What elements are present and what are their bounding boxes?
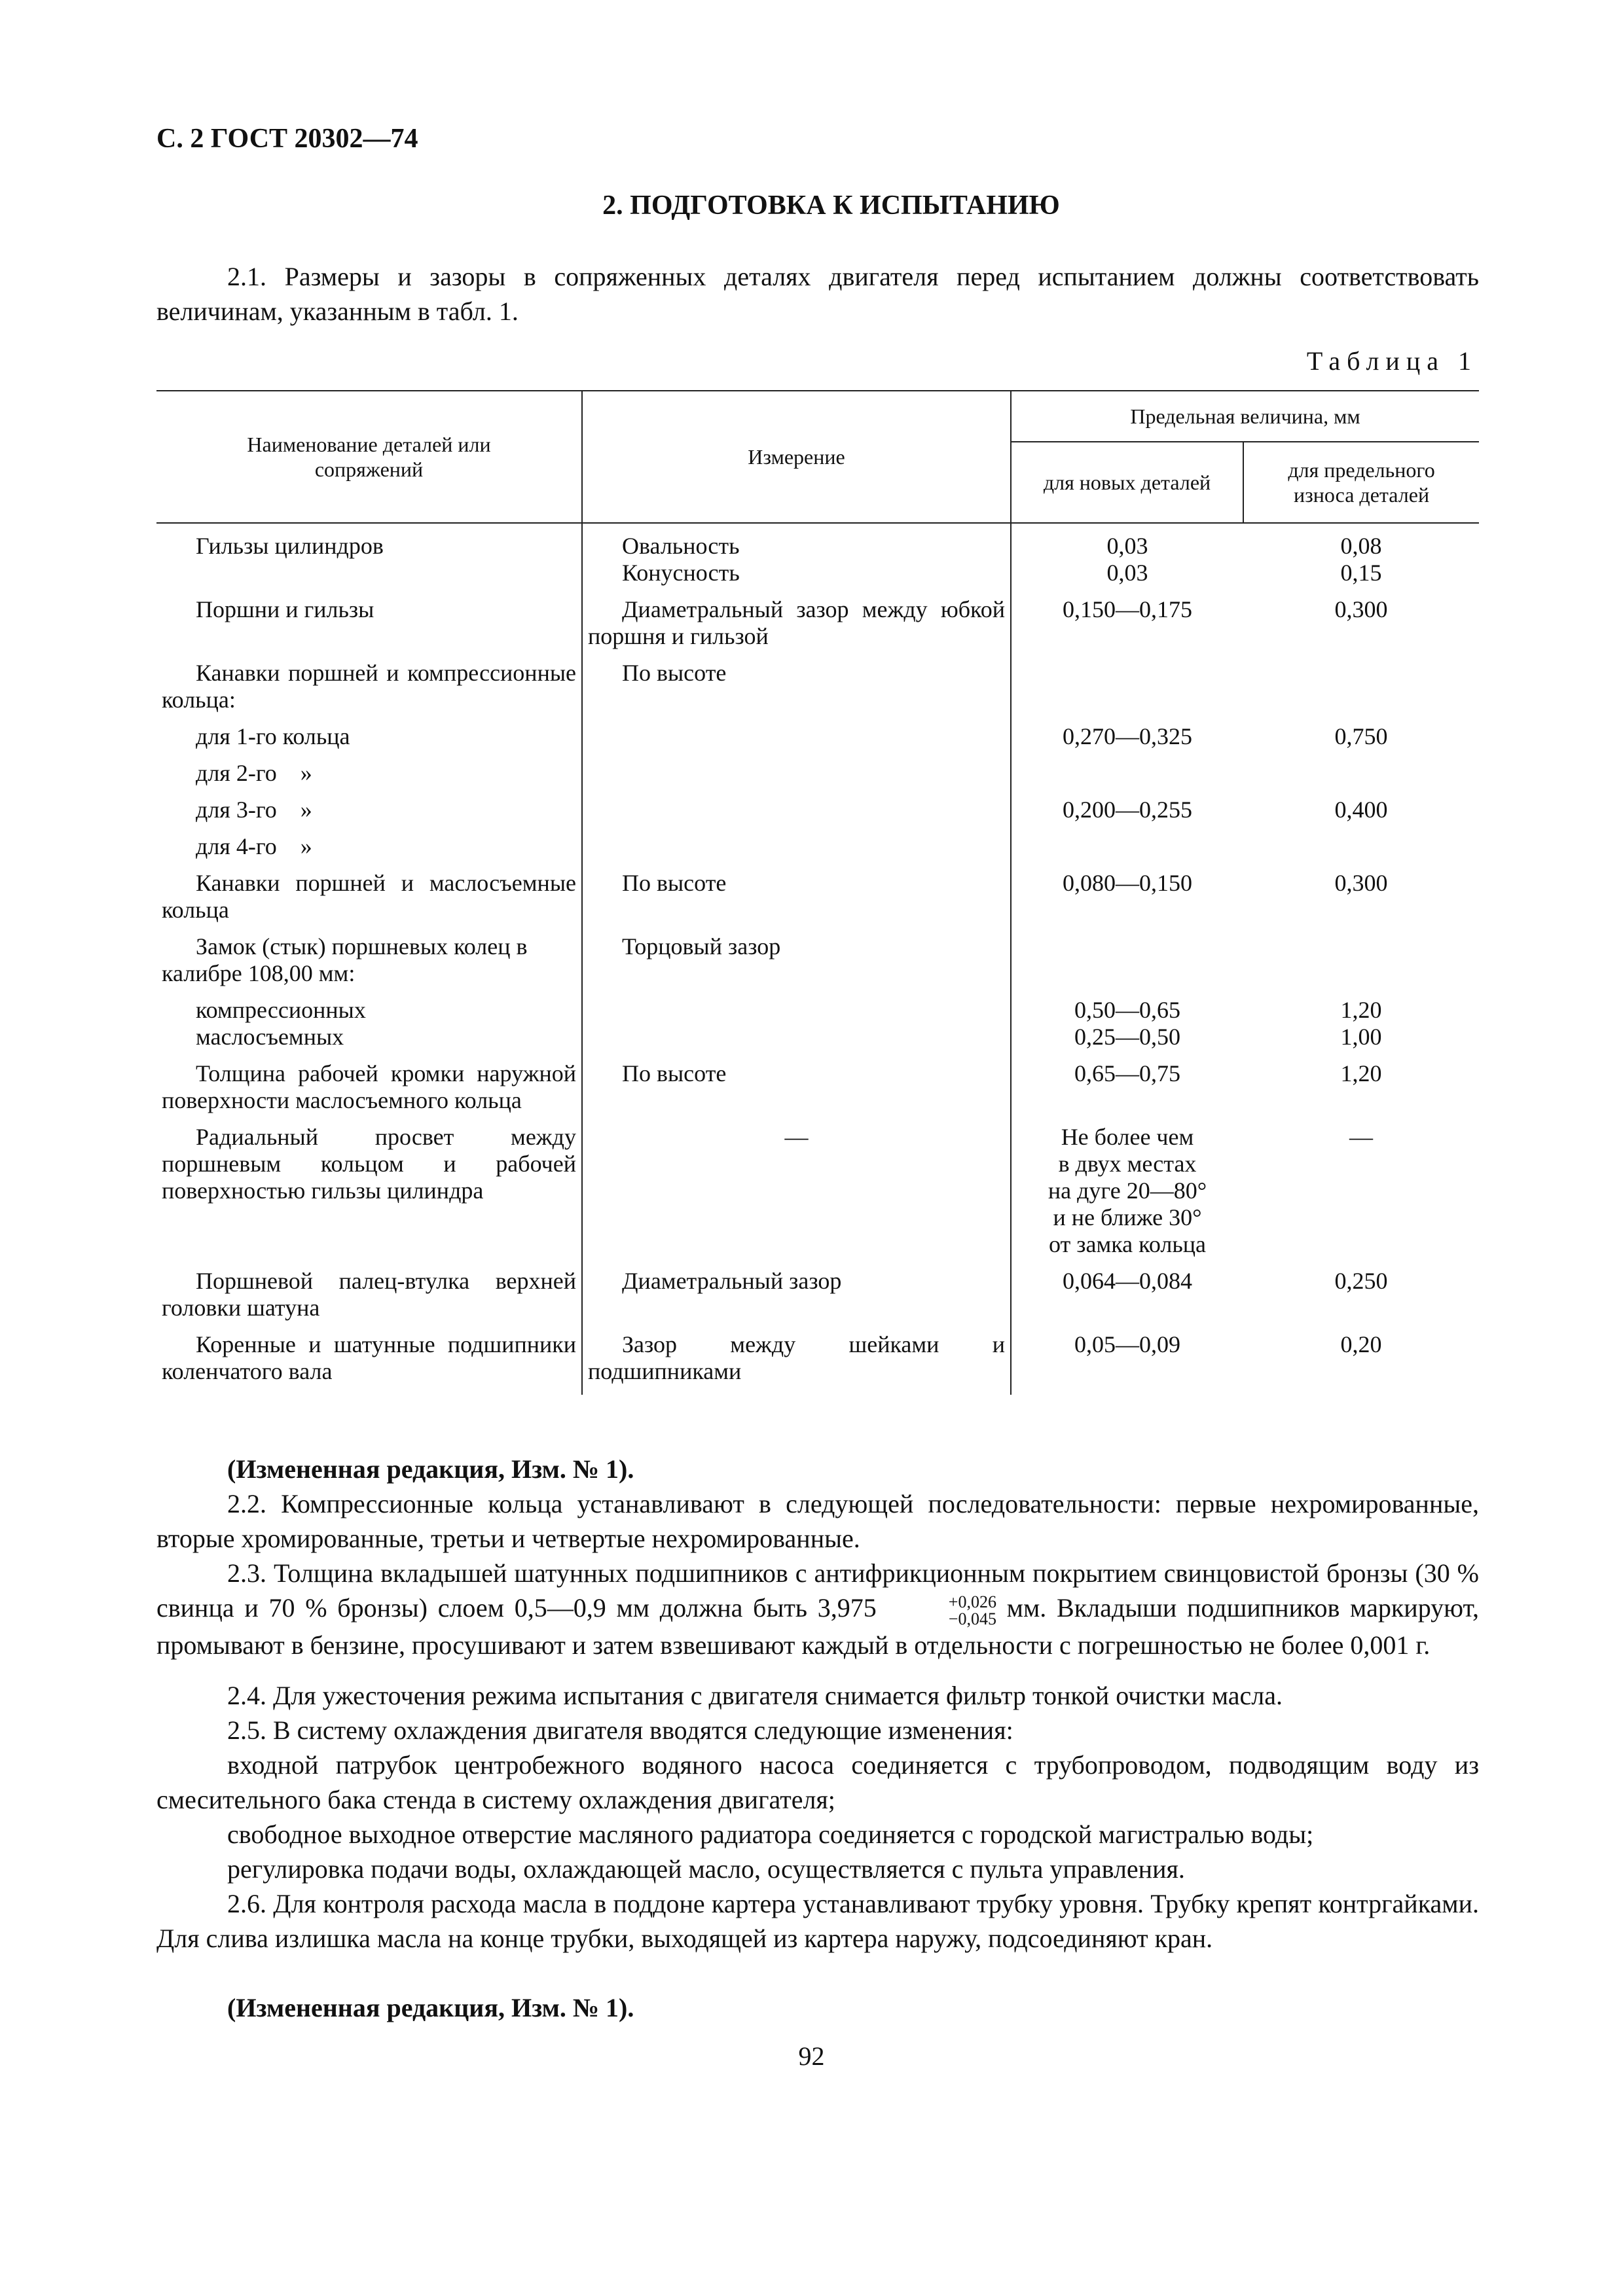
amendment-note-1: (Измененная редакция, Изм. № 1). (227, 1454, 634, 1484)
cell-new (1011, 660, 1243, 723)
cell-new: 0,200—0,255 (1011, 797, 1243, 833)
cell-name: для 3-го » (196, 797, 312, 823)
cell-new: и не ближе 30° (1053, 1204, 1202, 1230)
cell-name: Поршневой палец-втулка верхней головки шатуна (162, 1268, 576, 1321)
cell-measure (582, 723, 1011, 760)
table-row (156, 523, 1479, 596)
page-number: 92 (798, 2041, 825, 2071)
paragraph-2-1: 2.1. Размеры и зазоры в сопряженных деталях двигателя перед испытанием должны соответствовать величинам, указанным в табл. 1. (156, 262, 1479, 326)
cell-measure: — (582, 1124, 1011, 1268)
cell-wear: 0,750 (1334, 723, 1388, 749)
cell-name: для 4-го » (196, 833, 312, 859)
cell-name: Коренные и шатунные подшипники коленчатого вала (162, 1331, 576, 1384)
paragraph-2-6: 2.6. Для контроля расхода масла в поддоне картера устанавливают трубку уровня. Трубку крепят контргайками. Для слива излишка масла на конце трубки, выходящей из картера наружу, подсоединяют кран. (156, 1889, 1479, 1953)
table-row (156, 596, 1479, 660)
cell-name: Гильзы цилиндров (196, 533, 384, 559)
paragraph-2-3-text-cont: мм. Вкладыши подшипников маркируют, промывают в бензине, просушивают и затем взвешивают каждый в отдельности с погрешностью не более 0,001 г. (156, 1593, 1479, 1660)
cell-measure: По высоте (622, 660, 727, 686)
cell-new (1011, 760, 1243, 797)
cell-measure: Диаметральный зазор (622, 1268, 842, 1294)
cell-wear: — (1349, 1124, 1373, 1150)
cell-new: 0,064—0,084 (1011, 1268, 1243, 1331)
paragraph-2-4: 2.4. Для ужесточения режима испытания с двигателя снимается фильтр тонкой очистки масла. (227, 1681, 1283, 1710)
cell-measure: По высоте (622, 1060, 727, 1086)
cell-new: 0,150—0,175 (1011, 596, 1243, 660)
tolerance (878, 1594, 996, 1628)
cell-measure: Овальность (622, 533, 740, 559)
cell-wear: 1,20 (1340, 1060, 1382, 1086)
col-header-new: для новых деталей (1011, 442, 1243, 523)
cell-new: 0,25—0,50 (1074, 1024, 1180, 1050)
cell-wear: 0,20 (1340, 1331, 1382, 1357)
cell-new: 0,50—0,65 (1074, 997, 1180, 1023)
cell-measure: Конусность (622, 560, 740, 586)
cell-measure (582, 997, 1011, 1060)
cell-name: Замок (стык) поршневых колец в калибре 108,00 мм: (162, 933, 528, 986)
cell-name: Толщина рабочей кромки наружной поверхности маслосъемного кольца (162, 1060, 576, 1113)
tolerance-upper: +0,026 (948, 1592, 996, 1611)
cell-wear (1243, 760, 1479, 797)
cell-new: на дуге 20—80° (1048, 1177, 1207, 1204)
paragraph-2-5: 2.5. В систему охлаждения двигателя вводятся следующие изменения: (227, 1715, 1013, 1745)
cell-measure: Зазор между шейками и подшипниками (588, 1331, 1005, 1384)
cell-new: Не более чем (1061, 1124, 1194, 1150)
cell-wear: 0,400 (1334, 797, 1388, 823)
col-header-limit: Предельная величина, мм (1011, 391, 1479, 442)
cell-wear: 0,15 (1340, 560, 1382, 586)
cell-name: Поршни и гильзы (196, 596, 374, 622)
col-header-name: Наименование деталей или сопряжений (156, 391, 582, 523)
cell-new: 0,270—0,325 (1011, 723, 1243, 760)
paragraph-2-2: 2.2. Компрессионные кольца устанавливают в следующей последовательности: первые нехромированные, вторые хромированные, третьи и четвертые нехромированные. (156, 1489, 1479, 1553)
document-header: С. 2 ГОСТ 20302—74 (156, 124, 418, 154)
cell-wear: 0,250 (1334, 1268, 1388, 1294)
cell-name: Канавки поршней и маслосъемные кольца (162, 870, 576, 923)
cell-wear (1243, 933, 1479, 997)
paragraph-2-3 (156, 1556, 1479, 1662)
cell-name: для 1-го кольца (196, 723, 350, 749)
cell-new: от замка кольца (1049, 1231, 1206, 1257)
cell-name: для 2-го » (196, 760, 312, 786)
cell-new: 0,080—0,150 (1011, 870, 1243, 933)
section-title: 2. ПОДГОТОВКА К ИСПЫТАНИЮ (602, 190, 1060, 221)
table-row (156, 833, 1479, 870)
cell-measure (582, 797, 1011, 833)
cell-new: 0,65—0,75 (1011, 1060, 1243, 1124)
cell-wear: 1,00 (1340, 1024, 1382, 1050)
cell-wear: 0,08 (1340, 533, 1382, 559)
cell-name: Радиальный просвет между поршневым кольцом и рабочей поверхностью гильзы цилиндра (162, 1124, 576, 1204)
cell-wear: 1,20 (1340, 997, 1382, 1023)
cell-name: компрессионных (196, 997, 366, 1023)
cell-wear (1243, 660, 1479, 723)
table-caption: Таблица 1 (1306, 346, 1478, 376)
paragraph-2-5-item-1: входной патрубок центробежного водяного насоса соединяется с трубопроводом, подводящим воду из смесительного бака стенда в систему охлаждения двигателя; (156, 1750, 1479, 1814)
col-header-measure: Измерение (582, 391, 1011, 523)
table-row (156, 723, 1479, 760)
cell-measure (582, 760, 1011, 797)
tolerance-lower: −0,045 (948, 1609, 996, 1628)
col-header-wear: для предельного износа деталей (1243, 442, 1479, 523)
paragraph-2-5-item-3: регулировка подачи воды, охлаждающей масло, осуществляется с пульта управления. (227, 1854, 1185, 1884)
amendment-note-2: (Измененная редакция, Изм. № 1). (227, 1993, 634, 2022)
table-row (156, 1331, 1479, 1395)
cell-new: 0,03 (1106, 533, 1148, 559)
table-row (156, 797, 1479, 833)
cell-name: Канавки поршней и компрессионные кольца: (162, 660, 576, 713)
cell-new (1011, 933, 1243, 997)
cell-new: 0,03 (1106, 560, 1148, 586)
cell-wear (1243, 833, 1479, 870)
cell-measure (582, 833, 1011, 870)
table-row (156, 660, 1479, 723)
cell-wear: 0,300 (1334, 870, 1388, 896)
table-row (156, 760, 1479, 797)
table-row (156, 1060, 1479, 1124)
table-row (156, 870, 1479, 933)
cell-name: маслосъемных (196, 1024, 344, 1050)
cell-new: 0,05—0,09 (1011, 1331, 1243, 1395)
table-row (156, 997, 1479, 1060)
paragraph-2-3-text: 2.3. Толщина вкладышей шатунных подшипников с антифрикционным покрытием свинцовистой бронзы (30 % свинца и 70 % бронзы) слоем 0,5—0,9 мм должна быть 3,975 (156, 1558, 1479, 1623)
cell-new (1011, 833, 1243, 870)
cell-measure: Диаметральный зазор между юбкой поршня и гильзой (588, 596, 1005, 649)
table-row (156, 1124, 1479, 1268)
cell-new: в двух местах (1058, 1151, 1197, 1177)
spec-table (156, 390, 1479, 1395)
cell-measure: По высоте (622, 870, 727, 896)
table-row (156, 1268, 1479, 1331)
cell-measure: Торцовый зазор (622, 933, 781, 960)
table-row (156, 933, 1479, 997)
paragraph-2-5-item-2: свободное выходное отверстие масляного радиатора соединяется с городской магистралью воды; (227, 1820, 1314, 1849)
cell-wear: 0,300 (1334, 596, 1388, 622)
